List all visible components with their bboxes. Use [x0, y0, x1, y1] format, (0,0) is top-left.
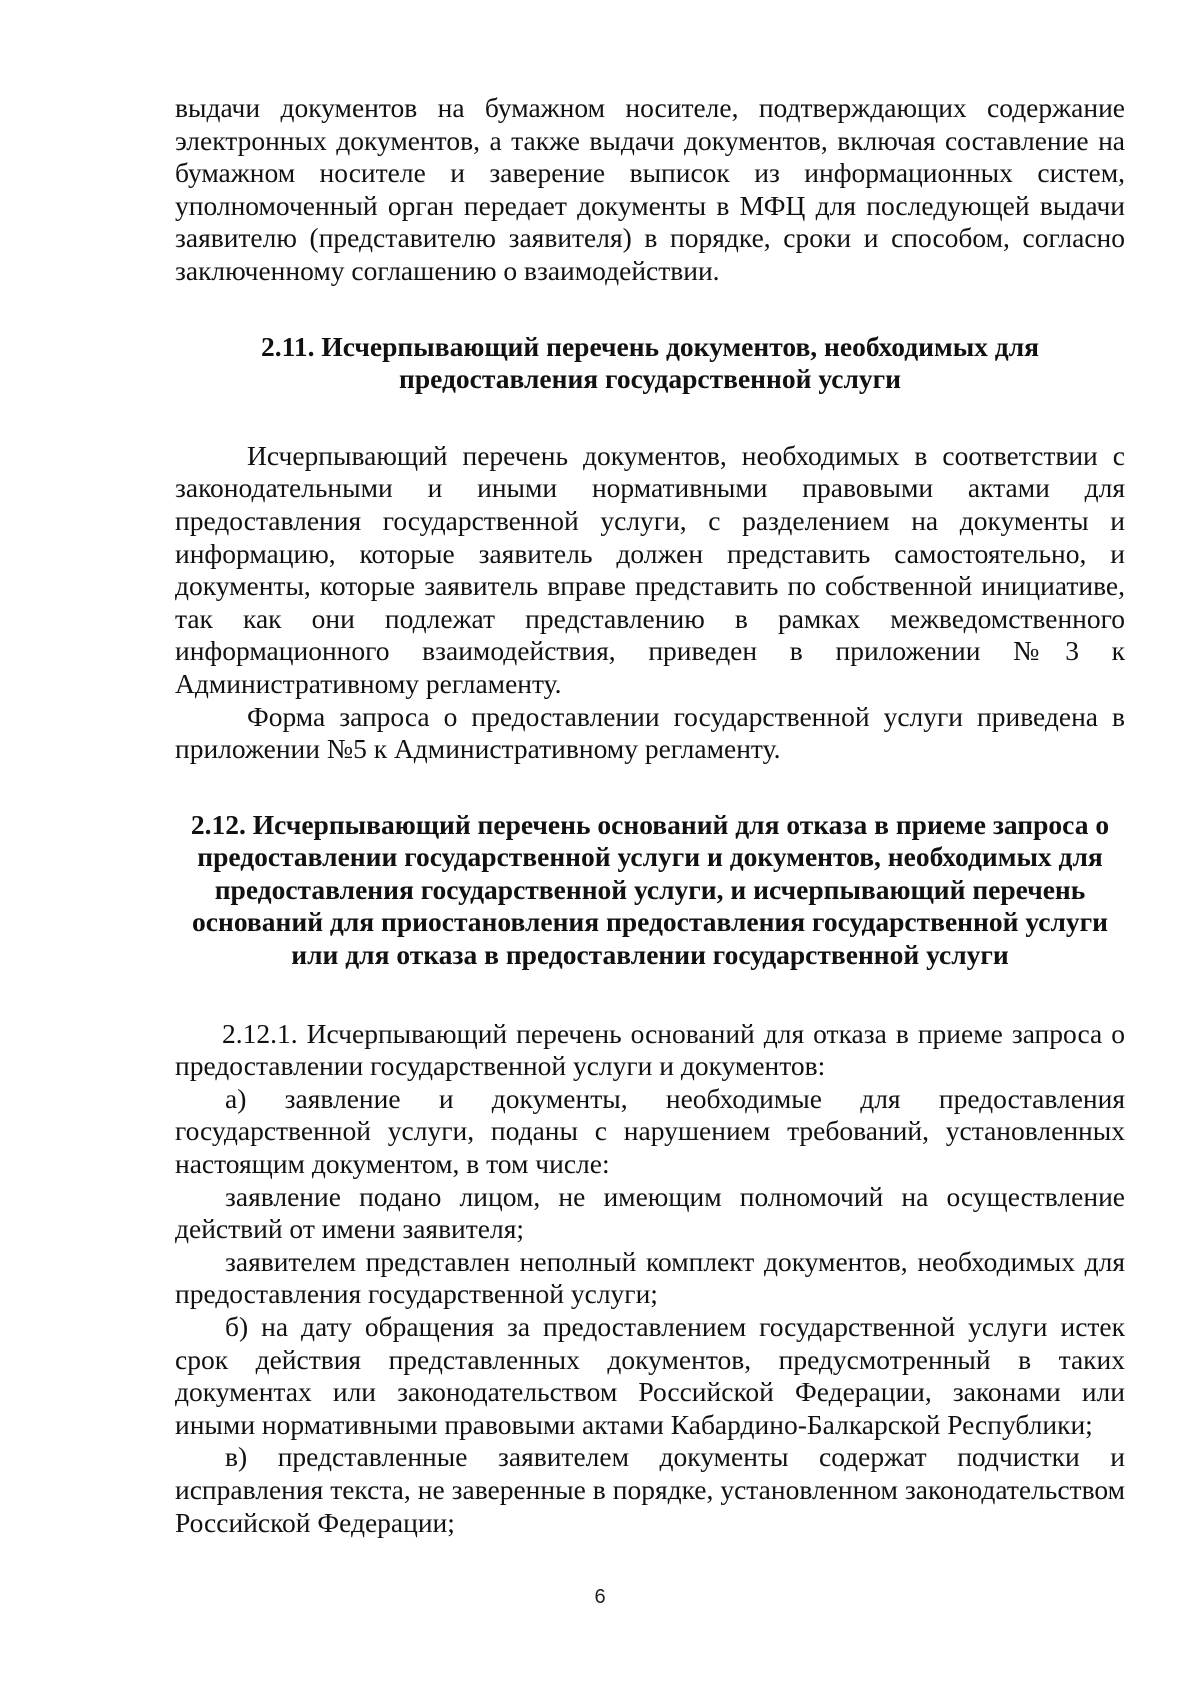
intro-paragraph: выдачи документов на бумажном носителе, подтверждающих содержание электронных документов, а также выдачи документов, включая составление на бумажном носителе и заверение выписок из информационных систем, уполномоченный орган передает документы в МФЦ для последующей выдачи заявителю (представителю заявителя) в порядке, сроки и способом, согласно заключенному соглашению о взаимодействии. — [175, 92, 1125, 286]
section-2-11-paragraph: Исчерпывающий перечень документов, необходимых в соответствии с законодательными и иными нормативными правовыми актами для предоставления государственной услуги, с разделением на документы и информацию, которые заявитель должен представить самостоятельно, и документы, которые заявитель вправе представить по собственной инициативе, так как они подлежат представлению в рамках межведомственного информационного взаимодействия, приведен в приложении №3 к Административному регламенту. — [175, 439, 1125, 699]
section-2-12-list-item: заявление подано лицом, не имеющим полномочий на осуществление действий от имени заявителя; — [175, 1180, 1125, 1245]
section-2-12-list-item: б) на дату обращения за предоставлением государственной услуги истек срок действия представленных документов, предусмотренный в таких документах или законодательством Российской Федерации, законами или иными нормативными правовыми актами Кабардино-Балкарской Республики; — [175, 1311, 1125, 1440]
section-2-11-heading: 2.11. Исчерпывающий перечень документов, необходимых для предоставления государственной услуги — [260, 330, 1040, 395]
document-page — [175, 92, 1125, 1539]
section-2-12-heading: 2.12. Исчерпывающий перечень оснований для отказа в приеме запроса о предоставлении государственной услуги и документов, необходимых для предоставления государственной услуги, и исчерпывающий перечень оснований для приостановления предоставления государственной услуги или для отказа в предоставлении государственной услуги — [190, 808, 1110, 971]
section-2-12-paragraph: 2.12.1. Исчерпывающий перечень оснований для отказа в приеме запроса о предоставлении государственной услуги и документов: — [175, 1017, 1125, 1082]
section-2-12-list-item: в) представленные заявителем документы содержат подчистки и исправления текста, не заверенные в порядке, установленном законодательством Российской Федерации; — [175, 1441, 1125, 1538]
section-2-12-list-item: а) заявление и документы, необходимые для предоставления государственной услуги, поданы с нарушением требований, установленных настоящим документом, в том числе: — [175, 1082, 1125, 1180]
section-2-11-paragraph: Форма запроса о предоставлении государственной услуги приведена в приложении №5 к Административному регламенту. — [175, 700, 1125, 765]
page-number: 6 — [594, 1586, 606, 1608]
section-2-12-list-item: заявителем представлен неполный комплект документов, необходимых для предоставления государственной услуги; — [175, 1245, 1125, 1310]
